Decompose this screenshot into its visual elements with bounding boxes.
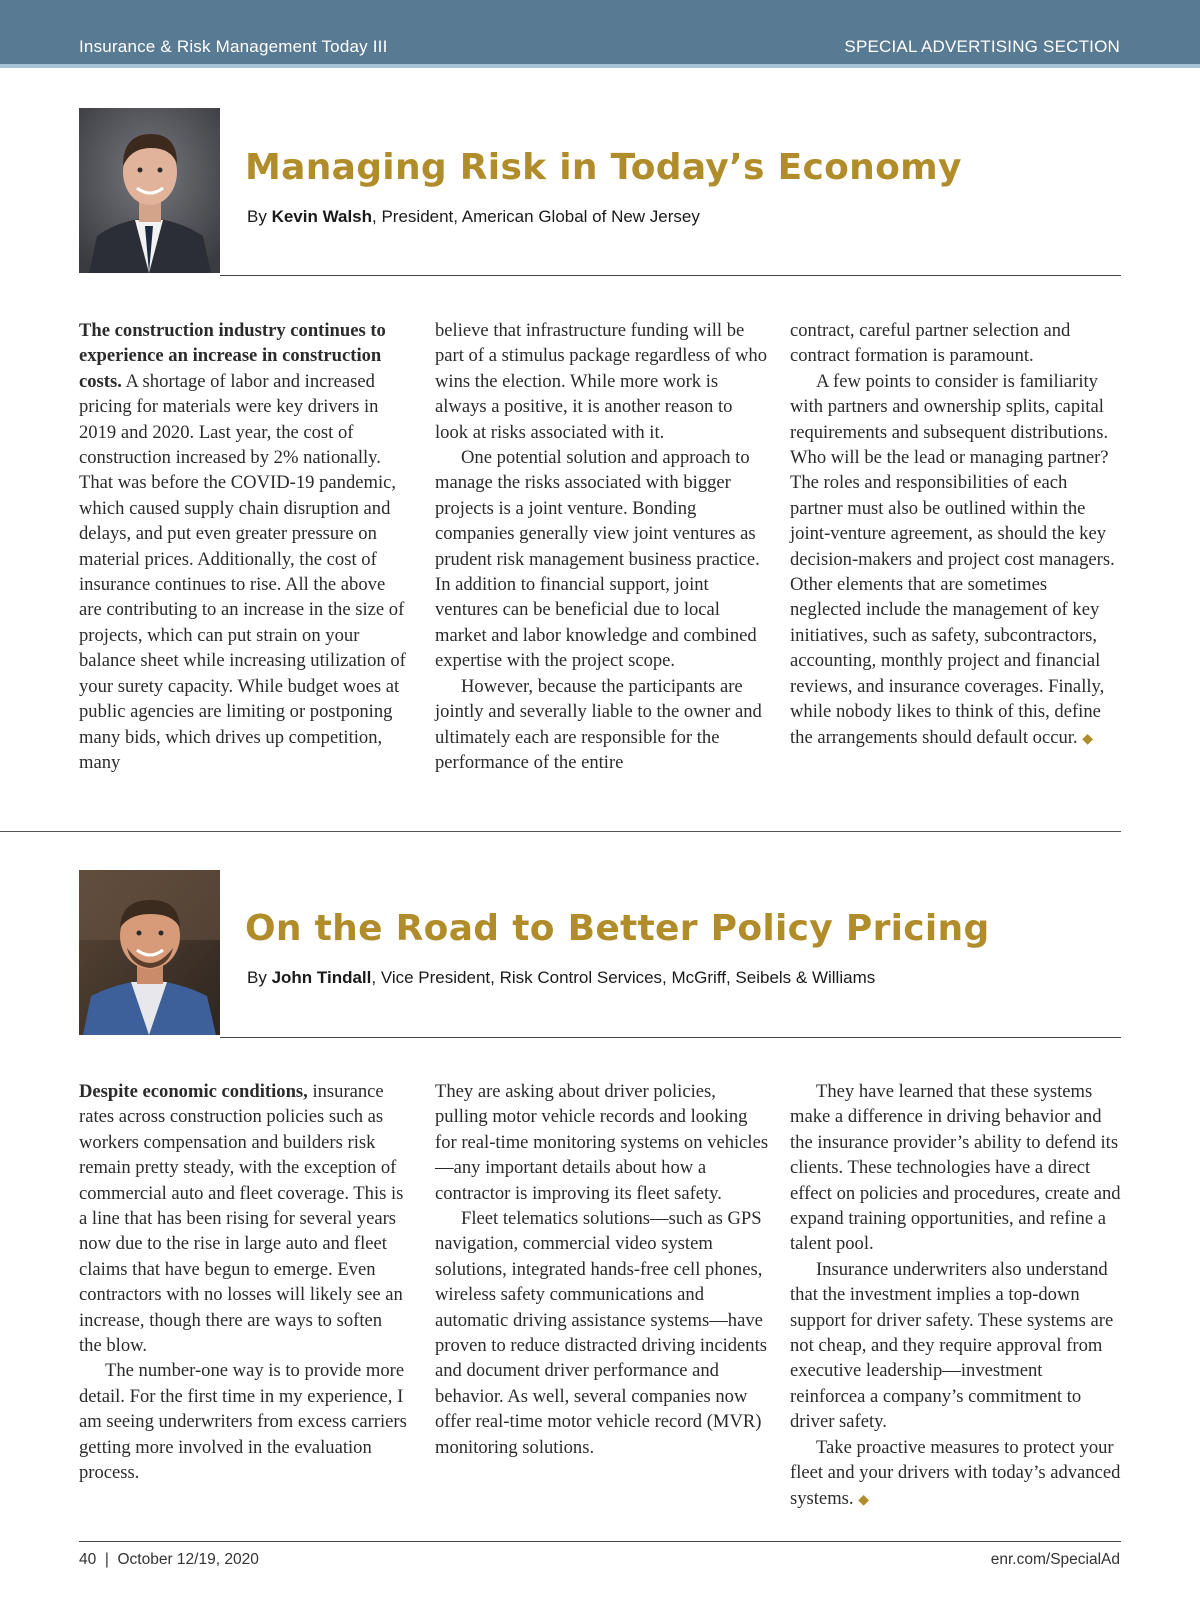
footer-url[interactable]: enr.com/SpecialAd <box>990 1551 1120 1568</box>
end-mark-diamond-icon: ◆ <box>1082 731 1094 747</box>
author-title: , President, American Global of New Jersey <box>372 207 700 226</box>
footer-rule <box>79 1541 1121 1542</box>
author-photo-kevin-walsh <box>79 108 220 273</box>
author-title: , Vice President, Risk Control Services, McGriff, Seibels & Williams <box>371 968 876 987</box>
lead-in: Despite economic conditions, <box>79 1081 308 1102</box>
page-info: 40 | October 12/19, 2020 <box>79 1551 259 1568</box>
article-title: On the Road to Better Policy Pricing <box>245 908 990 949</box>
author-name: John Tindall <box>271 968 372 987</box>
publication-name: Insurance & Risk Management Today III <box>79 37 388 56</box>
article-column-2: believe that infrastructure funding will be part of a stimulus package regardless of who wins the election. While more work is always a positive, it is another reason to look at risks associated with it. One potential solution and approach to manage the risks associated with bigger projects is a joint venture. Bonding companies generally view joint ventures as prudent risk management business practice. In addition to financial support, joint ventures can be beneficial due to local market and labor knowledge and combined expertise with the project scope. However, because the participants are jointly and severally liable to the owner and ultimately each are responsible for the performance of the entire <box>435 320 768 773</box>
article-title: Managing Risk in Today’s Economy <box>245 147 962 188</box>
title-rule <box>220 1037 1121 1038</box>
lead-in: The construction industry continues to experience an increase in construction costs. <box>79 320 386 392</box>
article-column-3: contract, careful partner selection and contract formation is paramount. A few points to consider is familiarity with partners and ownership splits, capital requirements and subsequent distributions. Who will be the lead or managing partner? The roles and responsibilities of each partner must also be outlined within the joint-venture agreement, as should the key decision-makers and project cost managers. Other elements that are sometimes neglected include the management of key initiatives, such as safety, subcontractors, accounting, monthly project and financial reviews, and insurance coverages. Finally, while nobody likes to think of this, define the arrangements should default occur. ◆ <box>790 320 1115 748</box>
end-mark-diamond-icon: ◆ <box>858 1492 869 1508</box>
author-name: Kevin Walsh <box>271 207 373 226</box>
article-byline: By Kevin Walsh, President, American Global of New Jersey <box>247 207 700 226</box>
section-label: SPECIAL ADVERTISING SECTION <box>844 37 1120 56</box>
article-divider <box>0 831 1121 832</box>
author-portrait-icon <box>79 108 220 273</box>
header-accent-rule <box>0 64 1200 68</box>
article-byline: By John Tindall, Vice President, Risk Control Services, McGriff, Seibels & Williams <box>247 968 876 987</box>
article-column-3: They have learned that these systems make a difference in driving behavior and the insurance provider’s ability to defend its clients. These technologies have a direct effect on policies and procedures, create and expand training opportunities, and refine a talent pool. Insurance underwriters also understand that the investment implies a top-down support for driver safety. These systems are not cheap, and they require approval from executive leadership—investment reinforcea a company’s commitment to driver safety. Take proactive measures to protect your fleet and your drivers with today’s advanced systems. ◆ <box>790 1081 1121 1509</box>
article-column-1: The construction industry continues to experience an increase in construction costs. A shortage of labor and increased pricing for materials were key drivers in 2019 and 2020. Last year, the cost of construction increased by 2% nationally. That was before the COVID-19 pandemic, which caused supply chain disruption and delays, and put even greater pressure on material prices. Additionally, the cost of insurance continues to rise. All the above are contributing to an increase in the size of projects, which can put strain on your balance sheet while increasing utilization of your surety capacity. While budget woes at public agencies are limiting or postponing many bids, which drives up competition, many <box>79 320 406 773</box>
article-column-2: They are asking about driver policies, pulling motor vehicle records and looking for real-time monitoring systems on vehicles—any important details about how a contractor is improving its fleet safety. Fleet telematics solutions—such as GPS navigation, commercial video system solutions, integrated hands-free cell phones, wireless safety communications and automatic driving assistance systems—have proven to reduce distracted driving incidents and document driver performance and behavior. As well, several companies now offer real-time motor vehicle record (MVR) monitoring solutions. <box>435 1081 769 1458</box>
article-column-1: Despite economic conditions, insurance rates across construction policies such as workers compensation and builders risk remain pretty steady, with the exception of commercial auto and fleet coverage. This is a line that has been rising for several years now due to the rise in large auto and fleet claims that have begun to emerge. Even contractors with no losses will likely see an increase, though there are ways to soften the blow. The number-one way is to provide more detail. For the first time in my experience, I am seeing underwriters from excess carriers getting more involved in the evaluation process. <box>79 1081 407 1484</box>
header-bar <box>0 0 1200 64</box>
author-photo-john-tindall <box>79 870 220 1035</box>
title-rule <box>220 275 1121 276</box>
author-portrait-icon <box>79 870 220 1035</box>
